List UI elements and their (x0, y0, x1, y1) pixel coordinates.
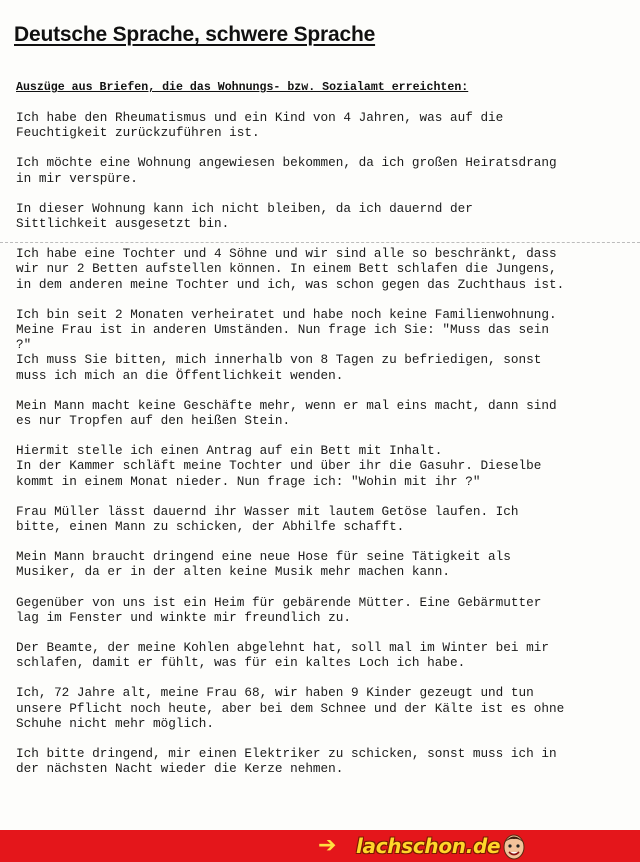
paragraph-line: Ich bin seit 2 Monaten verheiratet und habe noch keine Familienwohnung. (16, 306, 557, 322)
paragraph-line: Ich muss Sie bitten, mich innerhalb von 8 Tagen zu befriedigen, sonst (16, 352, 542, 368)
paragraph-line: Ich, 72 Jahre alt, meine Frau 68, wir haben 9 Kinder gezeugt und tun (16, 685, 534, 701)
paragraph-line: Der Beamte, der meine Kohlen abgelehnt hat, soll mal im Winter bei mir (16, 640, 549, 656)
paragraph-line: schlafen, damit er fühlt, was für ein kaltes Loch ich habe. (16, 655, 466, 671)
paragraph-line: es nur Tropfen auf den heißen Stein. (16, 413, 291, 429)
letter-paragraph (16, 155, 628, 185)
paragraph-line: Meine Frau ist in anderen Umständen. Nun frage ich Sie: "Muss das sein (16, 322, 549, 338)
paragraph-line: kommt in einem Monat nieder. Nun frage ich: "Wohin mit ihr ?" (16, 473, 481, 489)
paragraph-line: In der Kammer schläft meine Tochter und über ihr die Gasuhr. Dieselbe (16, 458, 542, 474)
paragraph-line: in dem anderen meine Tochter und ich, was schon gegen das Zuchthaus ist. (16, 276, 565, 292)
paragraph-line: muss ich mich an die Öffentlichkeit wenden. (16, 367, 344, 383)
paragraph-line: in mir verspüre. (16, 170, 138, 186)
letter-paragraph (16, 110, 628, 140)
letter-paragraph (16, 595, 628, 625)
letter-paragraph (16, 307, 628, 383)
paragraph-line: lag im Fenster und winkte mir freundlich zu. (16, 609, 352, 625)
paragraph-line: Ich möchte eine Wohnung angewiesen bekommen, da ich großen Heiratsdrang (16, 155, 557, 171)
letter-paragraph (16, 746, 628, 776)
paragraph-line: Feuchtigkeit zurückzuführen ist. (16, 125, 260, 141)
paragraph-line: Hiermit stelle ich einen Antrag auf ein Bett mit Inhalt. (16, 443, 443, 459)
paragraph-line: wir nur 2 Betten aufstellen können. In einem Bett schlafen die Jungens, (16, 261, 557, 277)
paragraph-line: der nächsten Nacht wieder die Kerze nehmen. (16, 761, 344, 777)
paragraph-line: Ich bitte dringend, mir einen Elektriker zu schicken, sonst muss ich in (16, 746, 557, 762)
letter-paragraph (16, 443, 628, 489)
letter-paragraph (16, 685, 628, 731)
paragraph-line: Sittlichkeit ausgesetzt bin. (16, 216, 230, 232)
letter-paragraph (16, 504, 628, 534)
letter-paragraph (16, 246, 628, 292)
letter-excerpts (16, 110, 628, 792)
paragraph-line: Mein Mann braucht dringend eine neue Hose für seine Tätigkeit als (16, 549, 511, 565)
site-logo[interactable]: lachschon.de (356, 834, 501, 858)
paragraph-line: Schuhe nicht mehr möglich. (16, 715, 214, 731)
paragraph-line: In dieser Wohnung kann ich nicht bleiben, da ich dauernd der (16, 200, 473, 216)
page-title: Deutsche Sprache, schwere Sprache (14, 23, 376, 46)
footer-bar (0, 830, 640, 862)
paragraph-line: Ich habe eine Tochter und 4 Söhne und wir sind alle so beschränkt, dass (16, 246, 557, 262)
paragraph-line: Mein Mann macht keine Geschäfte mehr, wenn er mal eins macht, dann sind (16, 397, 557, 413)
paragraph-line: ?" (16, 337, 32, 353)
paragraph-line: Musiker, da er in der alten keine Musik mehr machen kann. (16, 564, 450, 580)
paragraph-line: unsere Pflicht noch heute, aber bei dem Schnee und der Kälte ist es ohne (16, 700, 565, 716)
letter-paragraph (16, 640, 628, 670)
paragraph-line: Gegenüber von uns ist ein Heim für gebärende Mütter. Eine Gebärmutter (16, 594, 542, 610)
arrow-right-icon: ➔ (318, 833, 337, 858)
letter-paragraph (16, 201, 628, 231)
mascot-face-icon (501, 832, 527, 860)
paragraph-line: Ich habe den Rheumatismus und ein Kind von 4 Jahren, was auf die (16, 110, 504, 125)
paragraph-line: bitte, einen Mann zu schicken, der Abhilfe schafft. (16, 519, 405, 535)
paragraph-line: Frau Müller lässt dauernd ihr Wasser mit lautem Getöse laufen. Ich (16, 503, 519, 519)
letter-paragraph (16, 398, 628, 428)
page-subtitle: Auszüge aus Briefen, die das Wohnungs- bzw. Sozialamt erreichten: (16, 81, 469, 94)
letter-paragraph (16, 549, 628, 579)
